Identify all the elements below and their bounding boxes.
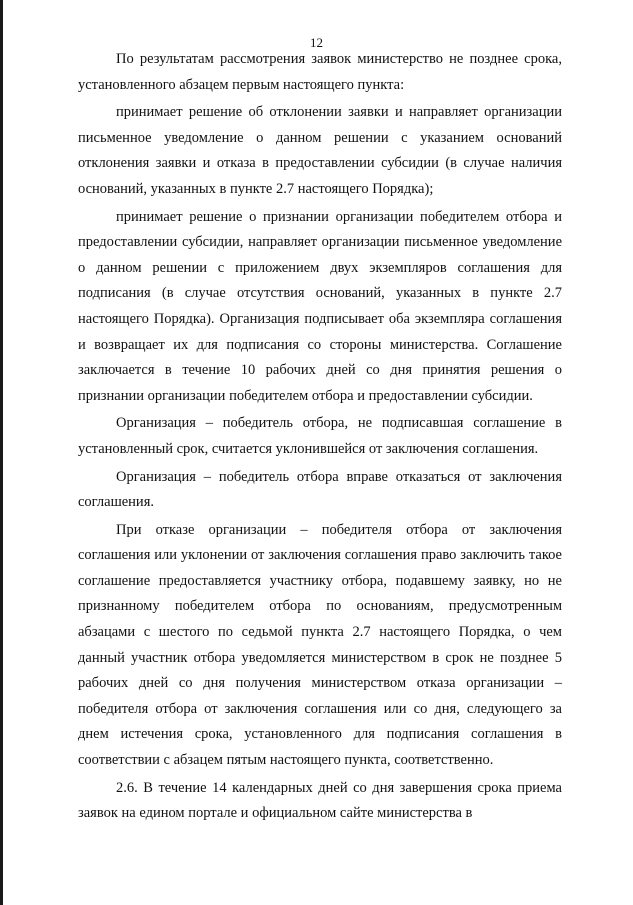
paragraph: Организация – победитель отбора вправе отказаться от заключения соглашения. xyxy=(78,468,562,511)
paragraph: По результатам рассмотрения заявок министерство не позднее срока, установленного абзацем первым настоящего пункта: xyxy=(78,51,562,93)
paragraph: 2.6. В течение 14 календарных дней со дня завершения срока приема заявок на едином портале и официальном сайте министерства в xyxy=(78,779,562,822)
paragraph: При отказе организации – победителя отбора от заключения соглашения или уклонении от заключения соглашения право заключить такое соглашение предоставляется участнику отбора, подавшему заявку, но не признанному победителем отбора по основаниям, предусмотренным абзацами с шестого по седьмой пункта 2.7 настоящего Порядка, о чем данный участник отбора уведомляется министерством в срок не позднее 5 рабочих дней со дня получения министерством отказа организации – победителя отбора от заключения соглашения или со дня, следующего за днем истечения срока, установленного для подписания соглашения в соответствии с абзацем пятым настоящего пункта, соответственно. xyxy=(78,521,562,769)
page-number: 12 xyxy=(310,35,323,50)
paragraph: Организация – победитель отбора, не подписавшая соглашение в установленный срок, считается уклонившейся от заключения соглашения. xyxy=(78,415,562,457)
body-text xyxy=(78,47,562,827)
paragraph: принимает решение о признании организации победителем отбора и предоставлении субсидии, направляет организации письменное уведомление о данном решении с приложением двух экземпляров соглашения для подписания (в случае отсутствия оснований, указанных в пункте 2.7 настоящего Порядка). Организация подписывает оба экземпляра соглашения и возвращает их для подписания со стороны министерства. Соглашение заключается в течение 10 рабочих дней со дня принятия решения о признании организации победителем отбора и предоставлении субсидии. xyxy=(78,208,562,404)
scan-left-edge xyxy=(0,0,3,905)
paragraph: принимает решение об отклонении заявки и направляет организации письменное уведомление о данном решении с указанием оснований отклонения заявки и отказа в предоставлении субсидии (в случае наличия оснований, указанных в пункте 2.7 настоящего Порядка); xyxy=(78,104,562,197)
